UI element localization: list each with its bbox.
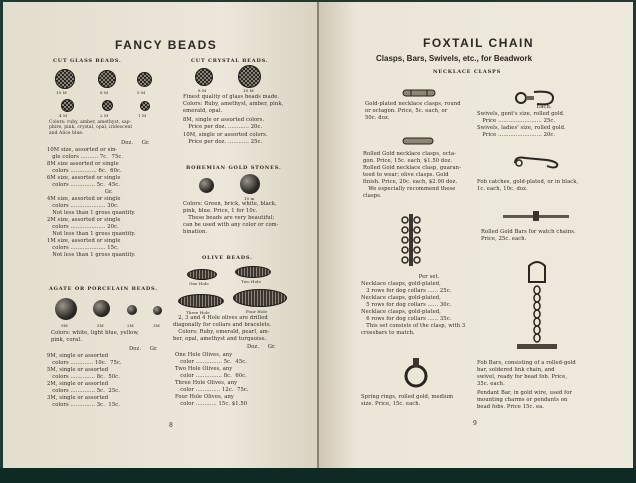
bead-size-label: 5 M [137, 90, 146, 95]
agate-size-label: 3M [153, 323, 160, 328]
olive-doz-header: Doz. Gr. [247, 344, 276, 350]
crystal-bead-image [195, 68, 213, 86]
price-line: 2M size, assorted or single colors .................... 20c. [47, 217, 121, 230]
catalog-spread [3, 2, 633, 468]
cut-glass-price-list [47, 147, 172, 259]
olive-caption: OLIVE BEADS. [202, 255, 253, 261]
left-page [3, 2, 319, 468]
pendant-bar-text: Pendant Bar, in gold wire, used for mounting charms or pendants on bead fobs. Price 15c. ea. [477, 390, 573, 410]
price-line: 3M, single or assorted colors .............. 3c. 15c. [47, 395, 120, 408]
cut-crystal-description: Finest quality of glass beads made. Colors: Ruby, amethyst, amber, pink, emerald, opal. [183, 94, 284, 114]
gold-stone-image [199, 178, 214, 193]
dog-collar-clasp-image [401, 212, 421, 268]
necklace-clasps-section: NECKLACE CLASPS [433, 69, 501, 75]
left-page-number: 8 [169, 422, 173, 429]
agate-bead-image [153, 306, 162, 315]
dog-collar-clasps-text: Per set. Necklace clasps, gold-plated, 3 rows for dog collars ...... 25c. Necklace clasps, gold-plated, 5 rows for dog collars ...... 30c. Necklace clasps, gold-plated, 6 rows for dog collars ...... 35c. This set consists of the clasp, with 3 crossbars to match. [361, 274, 466, 336]
olive-bead-image [178, 294, 224, 308]
right-page-title: FOXTAIL CHAIN [423, 36, 535, 50]
price-line: Four Hole Olives, any color ............ 15c. $1.50 [175, 394, 248, 407]
cut-glass-doz-header: Doz. Gr. [121, 140, 150, 146]
price-line: One Hole Olives, any color ............... 5c. 45c. [175, 352, 247, 365]
cut-glass-description: Colors: ruby, amber, amethyst, sap- phire, pink, crystal, opal, iridescent and Alice blue. [49, 120, 133, 136]
spring-ring-image [401, 356, 431, 390]
bead-image [140, 101, 150, 111]
fob-bars-text: Fob Bars, consisting of a rolled-gold bar, soldered link chain, and swivel, ready for bead fob. Price, 35c. each. [477, 360, 576, 387]
price-line: Gr. [47, 189, 113, 195]
agate-size-label: 5M [97, 323, 104, 328]
price-line: 5M, single or assorted colors .............. 8c. 50c. [47, 367, 120, 380]
price-line: 9M, single or assorted colors ............. 10c. 75c. [47, 353, 122, 366]
bohemian-description: Colors: Green, brick, white, black, pink, blue. Price, 1 for 10c. These beads are very beautiful; can be used with any color or com- bination. [183, 201, 279, 235]
olive-label: Three Hole [186, 310, 210, 315]
price-line: 8M size assorted or single colors ............... 6c. 60c. [47, 161, 122, 174]
agate-caption: AGATE OR PORCELAIN BEADS. [49, 286, 158, 292]
price-line: 4M size, assorted or single colors .................... 30c. [47, 196, 121, 209]
swivels-text: Each. Swivels, gent's size, rolled gold. Price ......................... 25c. Swivels, ladies' size, rolled gold. Price ......................... 20c. [477, 104, 566, 138]
cut-crystal-caption: CUT CRYSTAL BEADS. [191, 58, 269, 64]
crystal-bead-image [238, 65, 261, 88]
bead-size-label: 10 M [56, 90, 67, 95]
right-page [319, 2, 633, 468]
agate-price-list [47, 353, 172, 409]
right-page-number: 9 [473, 420, 477, 427]
olive-description: 2, 3 and 4 Hole olives are drilled diagonally for collars and bracelets. Colors: Ruby, emerald, pearl, am- ber, opal, amethyst and turquoise. [173, 315, 272, 342]
olive-label: Four Hole [246, 309, 268, 314]
fob-bar-image [515, 260, 559, 356]
octagon-clasp-image [401, 88, 437, 98]
bead-size-label: 2 M [100, 113, 109, 118]
right-page-subtitle: Clasps, Bars, Swivels, etc., for Beadwork [376, 54, 533, 63]
bohemian-caption: BOHEMIAN GOLD STONES. [186, 165, 282, 171]
fob-catches-text: Fob catches, gold-plated, or in black, 1c. each, 10c. doz. [477, 179, 579, 192]
left-page-title: FANCY BEADS [115, 38, 218, 52]
chain-bar-image [501, 210, 571, 224]
bead-image [55, 69, 75, 89]
price-line: 6M size, assorted or single colors .............. 5c. 45c. [47, 175, 121, 188]
gold-stone-image [240, 174, 260, 194]
olive-clasp-image [401, 136, 435, 146]
price-line: 2M, single or assorted colors .............. 5c. 25c. [47, 381, 120, 394]
price-line: 10M size, assorted or sin- gle colors .......... 7c. 75c. [47, 147, 124, 160]
spring-rings-text: Spring rings, rolled gold, medium size. Price, 15c. each. [361, 394, 454, 407]
bead-image [102, 100, 113, 111]
bead-image [137, 72, 152, 87]
bead-size-label: 4 M [59, 113, 68, 118]
table-background [0, 468, 636, 483]
price-line: Three Hole Olives, any color .............. 12c. 75c. [175, 380, 249, 393]
agate-bead-image [127, 305, 137, 315]
bead-image [98, 70, 116, 88]
bead-size-label: 10 M [243, 88, 254, 93]
gold-plated-clasps-text: Gold-plated necklace clasps, round or octagon. Price, 5c. each, or 50c. doz. [365, 101, 461, 121]
bead-size-label: 8 M [100, 90, 109, 95]
price-line: Not less than 1 gross quantity. [47, 231, 136, 237]
price-line: 1M size, assorted or single colors .................... 15c. [47, 238, 121, 251]
agate-size-label: 9M [61, 323, 68, 328]
olive-label: One Hole [189, 281, 209, 286]
agate-doz-header: Doz. Gr. [129, 346, 158, 352]
rolled-gold-clasps-text: Rolled Gold necklace clasps, octa- gon. Price, 15c. each, $1.50 doz. Rolled Gold necklace clasp, guaran- teed to wear; olive clasps. Gold finish. Price, 20c. each, $2.00 doz. We especially recommend these clasps. [363, 151, 461, 199]
fob-catch-image [511, 154, 563, 172]
cut-glass-caption: CUT GLASS BEADS. [53, 58, 122, 64]
olive-bead-image [187, 269, 217, 280]
price-line: Not less than 1 gross quantity. [47, 252, 136, 258]
cut-crystal-price-1: 8M, single or assorted colors. Price per doz. ............ 20c. [183, 117, 265, 130]
price-line: Not less than 1 gross quantity. [47, 210, 136, 216]
olive-label: Two Hole [241, 279, 261, 284]
watch-bars-text: Rolled Gold Bars for watch chains. Price, 25c. each. [481, 229, 576, 242]
bead-size-label: 1 M [138, 113, 147, 118]
bead-image [61, 99, 74, 112]
olive-price-list [175, 352, 295, 408]
price-line: Two Hole Olives, any color ............... 8c. 60c. [175, 366, 247, 379]
bead-size-label: 8 M [198, 88, 207, 93]
agate-bead-image [93, 300, 110, 317]
cut-crystal-price-2: 10M, single or assorted colors. Price per doz. ............ 25c. [183, 132, 268, 145]
bead-size-label: 10 m [244, 196, 255, 201]
olive-bead-image [235, 266, 271, 278]
olive-bead-image [233, 289, 287, 307]
agate-bead-image [55, 298, 77, 320]
agate-size-label: 2M [127, 323, 134, 328]
agate-description: Colors: white, light blue, yellow, pink, coral. [51, 330, 140, 343]
